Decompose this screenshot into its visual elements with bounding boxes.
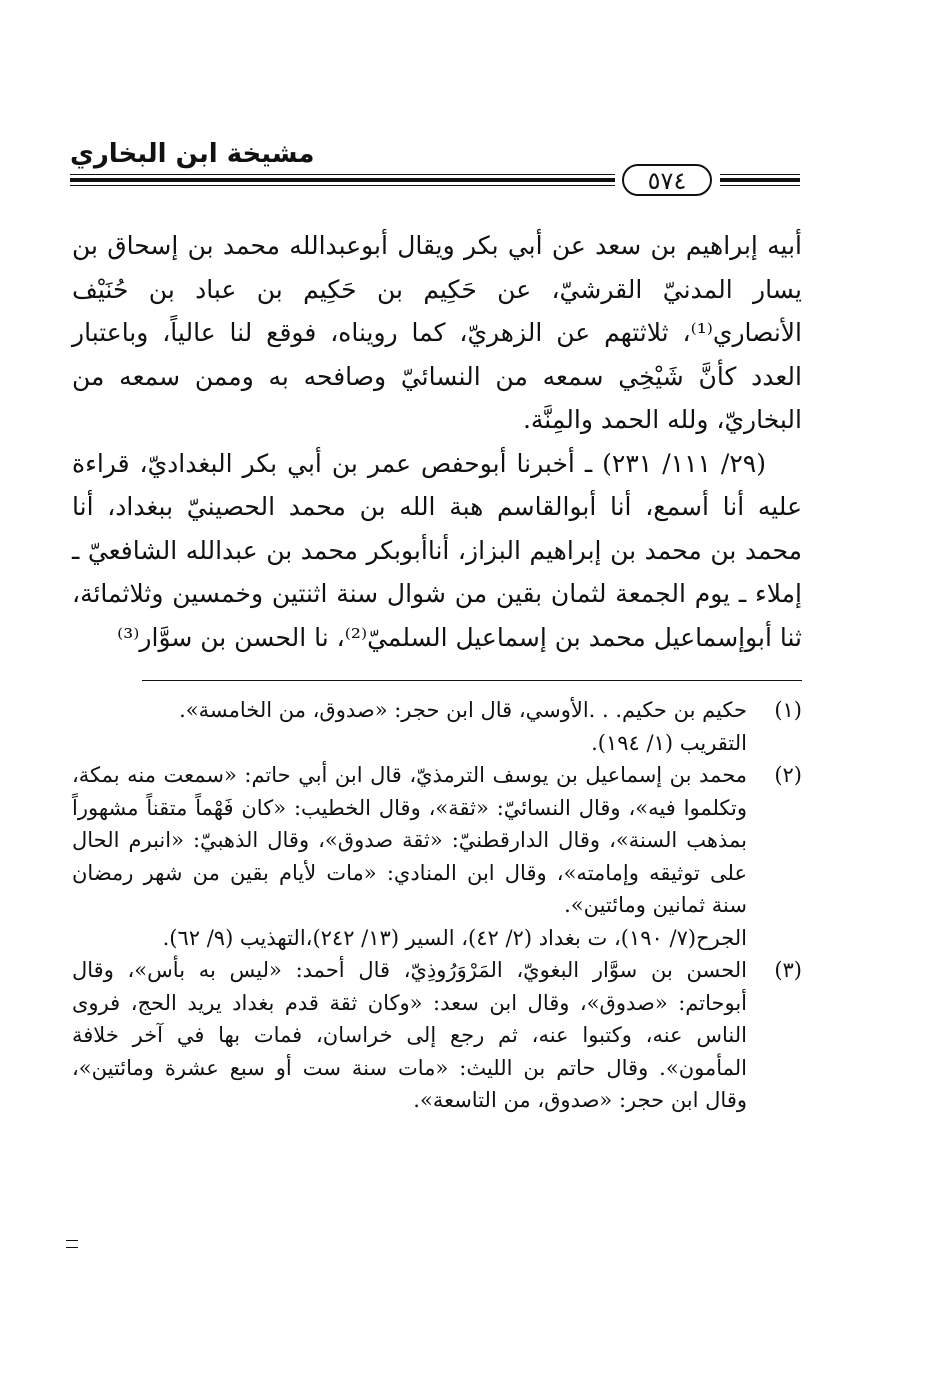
footnote-line: الحسن بن سوَّار البغويّ، المَرْوَرُوذِيّ، قال أحمد: «ليس به بأس»، وقال أبوحاتم: «صدوق»، وقال ابن سعد: «وكان ثقة قدم بغداد يريد الحج، فروى الناس عنه، وكتبوا عنه، ثم رجع إلى خراسان، فمات بها في آخر خلافة المأمون». وقال حاتم بن الليث: «مات سنة ست أو سبع عشرة ومائتين»، وقال ابن حجر: «صدوق، من التاسعة».	[72, 958, 747, 1112]
running-title: مشيخة ابن البخاري	[70, 139, 315, 169]
header-rule-left-bottom	[70, 185, 615, 186]
main-paragraph-2: (٢٩/ ١١١/ ٢٣١) ـ أخبرنا أبوحفص عمر بن أبي بكر البغداديّ، قراءة عليه أنا أسمع، أنا أبوالقاسم هبة الله بن محمد الحصينيّ ببغداد، أنا محمد بن محمد بن إبراهيم البزاز، أناأبوبكر محمد بن عبدالله الشافعيّ ـ إملاء ـ يوم الجمعة لثمان بقين من شوال سنة اثنتين وخمسين وثلاثمائة، ثنا أبوإسماعيل محمد بن إسماعيل السلميّ⁽²⁾، نا الحسن بن سوَّار⁽³⁾	[72, 448, 802, 652]
page-header	[70, 138, 800, 198]
header-rule-right-thick	[720, 178, 800, 182]
footnote-2	[72, 759, 802, 954]
footnote-body	[72, 759, 747, 954]
header-rule-left-thick	[70, 178, 615, 182]
main-paragraph-1: أبيه إبراهيم بن سعد عن أبي بكر ويقال أبوعبدالله محمد بن إسحاق بن يسار المدنيّ القرشيّ، عن حَكِيم بن حَكِيم بن عباد بن حُنَيْف الأنصاري⁽¹⁾، ثلاثتهم عن الزهريّ، كما رويناه، فوقع لنا عالياً، وباعتبار العدد كأنَّ شَيْخِي سمعه من النسائيّ وصافحه به وممن سمعه من البخاريّ، ولله الحمد والمِنَّة.	[72, 231, 802, 434]
printer-mark	[66, 1240, 78, 1248]
footnote-separator	[142, 680, 802, 681]
footnote-line: التقريب (١/ ١٩٤).	[591, 730, 747, 755]
footnote-line: الجرح(٧/ ١٩٠)، ت بغداد (٢/ ٤٢)، السير (١٣/ ٢٤٢)،التهذيب (٩/ ٦٢).	[162, 925, 747, 950]
footnote-number: (٣)	[774, 958, 802, 982]
footnote-3	[72, 954, 802, 1117]
footnote-1	[72, 694, 802, 759]
footnote-line: محمد بن إسماعيل بن يوسف الترمذيّ، قال ابن أبي حاتم: «سمعت منه بمكة، وتكلموا فيه»، وقال النسائيّ: «ثقة»، وقال الخطيب: «كان فَهْماً متقناً مشهوراً بمذهب السنة»، وقال الدارقطنيّ: «ثقة صدوق»، وقال الذهبيّ: «انبرم الحال على توثيقه وإمامته»، وقال ابن المنادي: «مات لأيام بقين من شهر رمضان سنة ثمانين ومائتين».	[72, 763, 747, 917]
header-rule-right-bottom	[720, 185, 800, 186]
page-number: ٥٧٤	[622, 164, 712, 196]
header-rule-left-top	[70, 174, 615, 175]
footnote-body	[72, 694, 747, 759]
footnote-line: حكيم بن حكيم. . .الأوسي، قال ابن حجر: «صدوق، من الخامسة».	[179, 698, 747, 722]
footnotes	[72, 694, 802, 1117]
footnote-number: (٢)	[774, 763, 802, 787]
footnote-body	[72, 954, 747, 1117]
header-rule-right-top	[720, 174, 800, 175]
main-text	[72, 224, 802, 659]
footnote-number: (١)	[774, 698, 802, 722]
